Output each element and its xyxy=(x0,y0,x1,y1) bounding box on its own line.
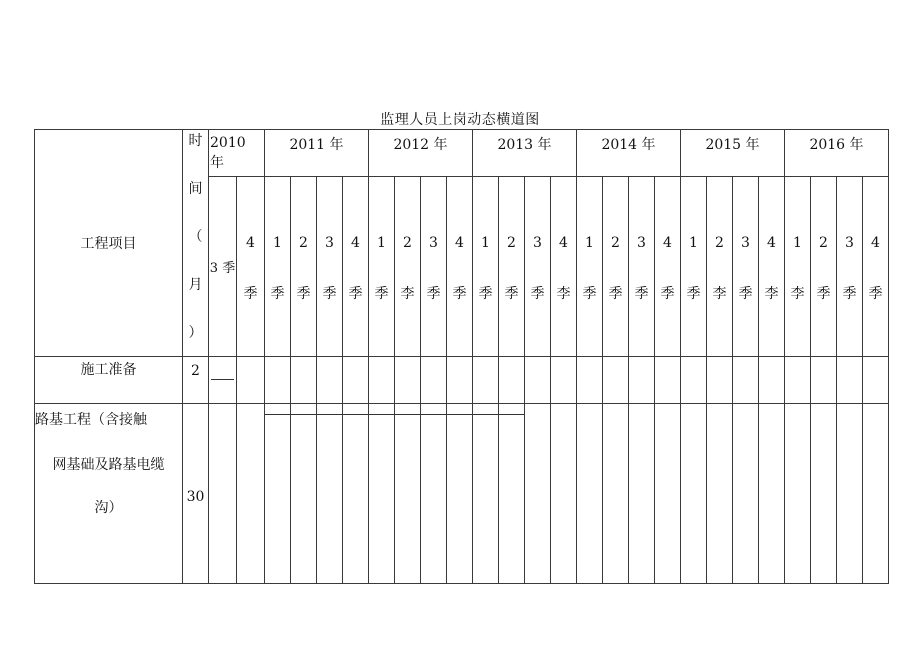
gantt-bar-roadbed-segment xyxy=(473,404,499,584)
gantt-bar-line xyxy=(447,414,472,415)
year-2011: 2011 年 xyxy=(265,130,369,177)
schedule-cell xyxy=(525,404,551,584)
quarter-2010-3: 3 季 xyxy=(209,177,237,357)
quarter-cell xyxy=(551,177,577,357)
quarter-number: 1 xyxy=(689,235,698,251)
year-2013: 2013 年 xyxy=(473,130,577,177)
quarter-number: 1 xyxy=(273,235,282,251)
quarter-cell xyxy=(603,177,629,357)
schedule-cell xyxy=(265,357,291,404)
quarter-number: 3 xyxy=(637,235,646,251)
schedule-cell xyxy=(577,404,603,584)
quarter-char: 季 xyxy=(530,286,545,302)
header-project-item: 工程项目 xyxy=(35,130,183,357)
quarter-cell xyxy=(369,177,395,357)
gantt-bar-line xyxy=(317,414,342,415)
quarter-cell xyxy=(525,177,551,357)
schedule-cell xyxy=(343,357,369,404)
quarter-number: 4 xyxy=(871,235,880,251)
gantt-bar-line xyxy=(473,414,498,415)
quarter-cell xyxy=(343,177,369,357)
quarter-cell xyxy=(317,177,343,357)
schedule-cell xyxy=(237,404,265,584)
quarter-number: 2 xyxy=(403,235,412,251)
gantt-bar-prep xyxy=(209,357,237,404)
task-name-line: 沟） xyxy=(94,500,123,516)
time-char: 时 xyxy=(188,133,203,149)
task-duration-prep: 2 xyxy=(183,357,209,404)
quarter-char: 季 xyxy=(738,286,753,302)
schedule-cell xyxy=(707,404,733,584)
schedule-cell xyxy=(421,357,447,404)
quarter-number: 1 xyxy=(377,235,386,251)
quarter-number: 3 xyxy=(429,235,438,251)
gantt-bar-line xyxy=(395,414,420,415)
quarter-char: 季 xyxy=(243,286,258,302)
time-char: 月 xyxy=(188,277,203,293)
quarter-char: 季 xyxy=(296,286,311,302)
gantt-bar-line xyxy=(265,414,290,415)
quarter-cell xyxy=(863,177,889,357)
header-time-months xyxy=(183,130,209,357)
time-char: （ xyxy=(188,229,203,245)
schedule-cell xyxy=(447,357,473,404)
schedule-cell xyxy=(733,357,759,404)
gantt-bar-roadbed-segment xyxy=(265,404,291,584)
quarter-cell xyxy=(499,177,525,357)
task-name-roadbed xyxy=(35,404,183,584)
task-name-prep: 施工准备 xyxy=(35,357,183,404)
gantt-bar-line xyxy=(499,414,524,415)
quarter-cell xyxy=(629,177,655,357)
schedule-cell xyxy=(603,404,629,584)
quarter-cell xyxy=(811,177,837,357)
quarter-number: 4 xyxy=(455,235,464,251)
quarter-number: 2 xyxy=(507,235,516,251)
schedule-cell xyxy=(733,404,759,584)
schedule-cell xyxy=(811,357,837,404)
quarter-char: 季 xyxy=(322,286,337,302)
quarter-char: 李 xyxy=(790,286,805,302)
schedule-cell xyxy=(837,404,863,584)
schedule-cell xyxy=(811,404,837,584)
schedule-cell xyxy=(681,404,707,584)
task-name-line: 网基础及路基电缆 xyxy=(52,457,165,473)
quarter-cell xyxy=(473,177,499,357)
quarter-char: 季 xyxy=(868,286,883,302)
quarter-char: 季 xyxy=(452,286,467,302)
quarter-number: 4 xyxy=(246,235,255,251)
quarter-cell xyxy=(655,177,681,357)
task-duration-roadbed: 30 xyxy=(183,404,209,584)
schedule-cell xyxy=(369,357,395,404)
schedule-cell xyxy=(551,357,577,404)
gantt-bar-roadbed-segment xyxy=(291,404,317,584)
gantt-bar-line xyxy=(421,414,446,415)
schedule-cell xyxy=(863,404,889,584)
quarter-char: 季 xyxy=(504,286,519,302)
quarter-char: 李 xyxy=(556,286,571,302)
quarter-char: 季 xyxy=(478,286,493,302)
quarter-2010-4 xyxy=(237,177,265,357)
schedule-cell xyxy=(525,357,551,404)
schedule-cell xyxy=(577,357,603,404)
quarter-number: 1 xyxy=(481,235,490,251)
schedule-cell xyxy=(785,357,811,404)
year-2010 xyxy=(209,130,265,177)
quarter-number: 3 xyxy=(741,235,750,251)
quarter-char: 季 xyxy=(842,286,857,302)
time-char: ） xyxy=(188,325,203,341)
quarter-char: 季 xyxy=(348,286,363,302)
quarter-number: 3 xyxy=(845,235,854,251)
quarter-cell xyxy=(395,177,421,357)
quarter-number: 3 xyxy=(325,235,334,251)
gantt-bar-roadbed-segment xyxy=(421,404,447,584)
schedule-cell xyxy=(681,357,707,404)
schedule-cell xyxy=(655,357,681,404)
time-char: 间 xyxy=(188,181,203,197)
schedule-cell xyxy=(395,357,421,404)
schedule-cell xyxy=(759,404,785,584)
schedule-cell xyxy=(655,404,681,584)
quarter-cell xyxy=(759,177,785,357)
gantt-bar-line xyxy=(291,414,316,415)
gantt-bar-roadbed-segment xyxy=(395,404,421,584)
quarter-char: 季 xyxy=(270,286,285,302)
quarter-char: 李 xyxy=(764,286,779,302)
quarter-char: 季 xyxy=(686,286,701,302)
quarter-number: 4 xyxy=(559,235,568,251)
task-name-line: 路基工程（含接触 xyxy=(35,412,147,428)
schedule-cell xyxy=(603,357,629,404)
year-2012: 2012 年 xyxy=(369,130,473,177)
year-2010-label: 2010 年 xyxy=(210,135,246,171)
quarter-number: 2 xyxy=(819,235,828,251)
schedule-cell xyxy=(629,357,655,404)
quarter-char: 季 xyxy=(816,286,831,302)
quarter-char: 季 xyxy=(374,286,389,302)
schedule-cell xyxy=(473,357,499,404)
schedule-cell xyxy=(759,357,785,404)
quarter-cell xyxy=(837,177,863,357)
year-2015: 2015 年 xyxy=(681,130,785,177)
gantt-bar-line xyxy=(343,414,368,415)
quarter-cell xyxy=(785,177,811,357)
schedule-cell xyxy=(629,404,655,584)
schedule-cell xyxy=(837,357,863,404)
gantt-bar-roadbed-segment xyxy=(317,404,343,584)
quarter-cell xyxy=(577,177,603,357)
gantt-bar-roadbed-segment xyxy=(499,404,525,584)
quarter-number: 1 xyxy=(793,235,802,251)
quarter-char: 季 xyxy=(634,286,649,302)
year-2016: 2016 年 xyxy=(785,130,889,177)
quarter-number: 2 xyxy=(299,235,308,251)
gantt-table xyxy=(34,129,889,584)
schedule-cell xyxy=(237,357,265,404)
quarter-char: 李 xyxy=(712,286,727,302)
quarter-number: 2 xyxy=(611,235,620,251)
quarter-char: 季 xyxy=(426,286,441,302)
schedule-cell xyxy=(317,357,343,404)
quarter-cell xyxy=(265,177,291,357)
quarter-char: 季 xyxy=(660,286,675,302)
schedule-cell xyxy=(863,357,889,404)
schedule-cell xyxy=(707,357,733,404)
gantt-bar-roadbed-segment xyxy=(343,404,369,584)
year-2014: 2014 年 xyxy=(577,130,681,177)
schedule-cell xyxy=(785,404,811,584)
schedule-cell xyxy=(499,357,525,404)
quarter-number: 3 xyxy=(533,235,542,251)
quarter-number: 1 xyxy=(585,235,594,251)
quarter-cell xyxy=(447,177,473,357)
quarter-cell xyxy=(421,177,447,357)
quarter-number: 2 xyxy=(715,235,724,251)
gantt-bar-roadbed-segment xyxy=(369,404,395,584)
quarter-number: 4 xyxy=(663,235,672,251)
quarter-char: 季 xyxy=(608,286,623,302)
schedule-cell xyxy=(551,404,577,584)
schedule-cell xyxy=(209,404,237,584)
schedule-cell xyxy=(291,357,317,404)
quarter-cell xyxy=(733,177,759,357)
document-title: 监理人员上岗动态横道图 xyxy=(380,112,540,128)
quarter-cell xyxy=(681,177,707,357)
quarter-char: 李 xyxy=(400,286,415,302)
quarter-char: 季 xyxy=(582,286,597,302)
gantt-bar-roadbed-segment xyxy=(447,404,473,584)
quarter-number: 4 xyxy=(767,235,776,251)
quarter-cell xyxy=(291,177,317,357)
gantt-bar-line xyxy=(369,414,394,415)
quarter-number: 4 xyxy=(351,235,360,251)
quarter-cell xyxy=(707,177,733,357)
